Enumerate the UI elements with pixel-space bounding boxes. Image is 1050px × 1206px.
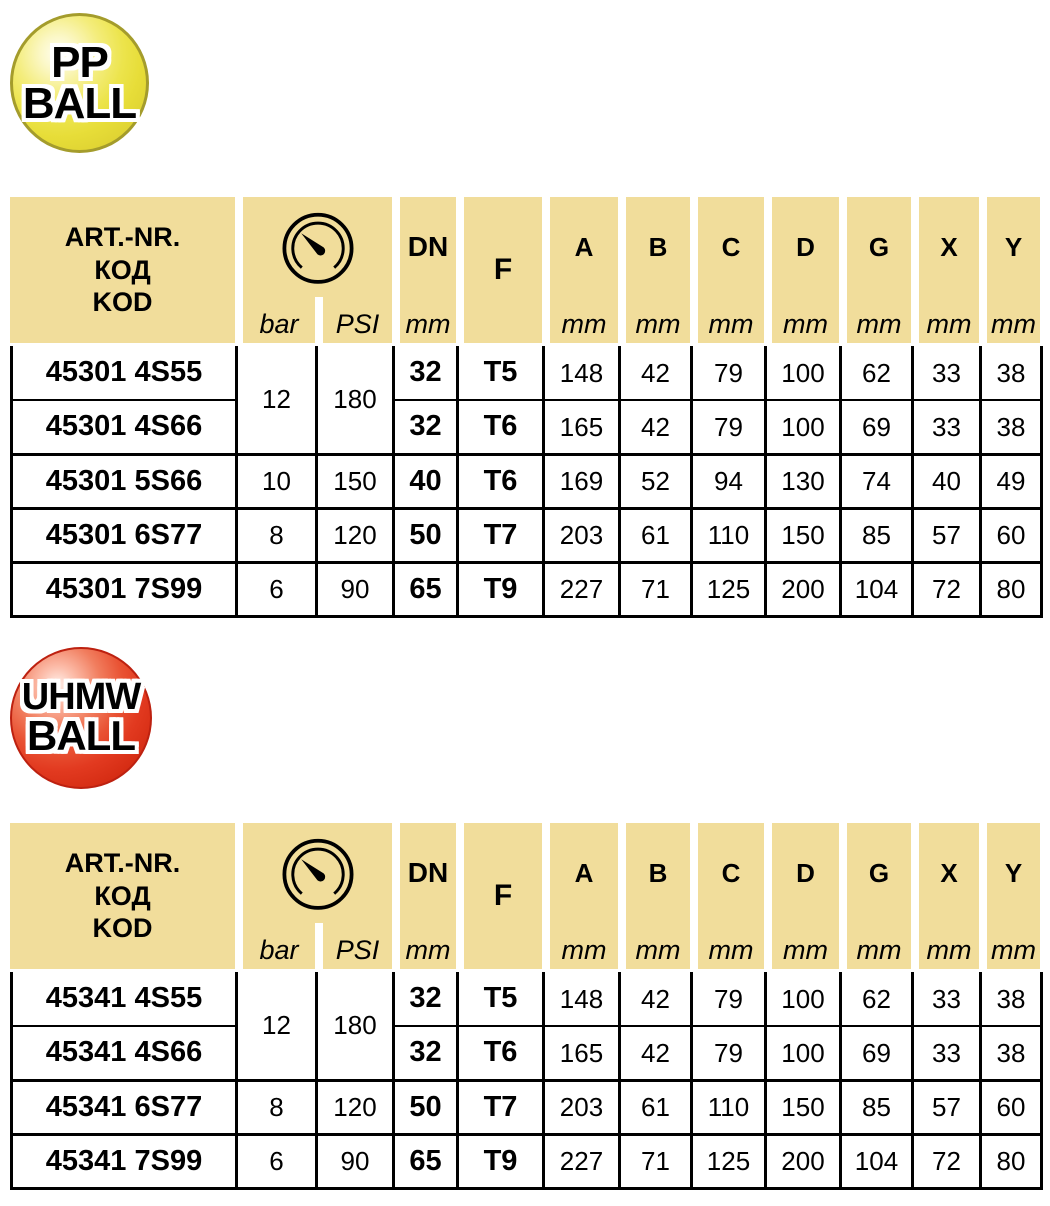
cell-y: 80 bbox=[981, 562, 1042, 616]
cell-f: T5 bbox=[458, 346, 544, 400]
cell-b: 71 bbox=[620, 1134, 692, 1188]
pp-ball-spec-table bbox=[10, 197, 1040, 618]
cell-f: T6 bbox=[458, 400, 544, 454]
cell-f: T6 bbox=[458, 454, 544, 508]
cell-a: 227 bbox=[544, 1134, 620, 1188]
table-row bbox=[12, 508, 1042, 562]
cell-b: 52 bbox=[620, 454, 692, 508]
cell-f: T5 bbox=[458, 972, 544, 1026]
pressure-gauge-icon bbox=[276, 208, 360, 292]
cell-x: 33 bbox=[913, 400, 981, 454]
cell-a: 227 bbox=[544, 562, 620, 616]
cell-g: 69 bbox=[841, 400, 913, 454]
cell-g: 85 bbox=[841, 508, 913, 562]
header-dim-g: G bbox=[839, 823, 911, 923]
header-art-line3: KOD bbox=[92, 913, 153, 944]
cell-bar: 6 bbox=[237, 1134, 317, 1188]
cell-x: 40 bbox=[913, 454, 981, 508]
cell-b: 42 bbox=[620, 346, 692, 400]
cell-dn: 65 bbox=[394, 562, 458, 616]
header-art-line2: КОД bbox=[94, 254, 151, 285]
uhmw-ball-spec-table bbox=[10, 823, 1040, 1190]
header-art-line2: КОД bbox=[94, 880, 151, 911]
cell-f: T6 bbox=[458, 1026, 544, 1080]
cell-bar: 10 bbox=[237, 454, 317, 508]
cell-psi: 90 bbox=[317, 562, 394, 616]
header-dn: DN bbox=[392, 823, 456, 923]
cell-psi: 180 bbox=[317, 346, 394, 454]
cell-dn: 40 bbox=[394, 454, 458, 508]
header-d-unit: mm bbox=[764, 297, 839, 343]
cell-psi: 120 bbox=[317, 1080, 394, 1134]
table-row bbox=[12, 1080, 1042, 1134]
header-psi-unit: PSI bbox=[315, 923, 392, 969]
cell-dn: 32 bbox=[394, 1026, 458, 1080]
cell-a: 165 bbox=[544, 400, 620, 454]
pp-ball-badge bbox=[10, 13, 149, 153]
cell-y: 49 bbox=[981, 454, 1042, 508]
cell-c: 94 bbox=[692, 454, 766, 508]
cell-y: 38 bbox=[981, 400, 1042, 454]
cell-d: 100 bbox=[766, 346, 841, 400]
table-row bbox=[12, 972, 1042, 1026]
pp-ball-line1: PP bbox=[51, 37, 108, 87]
header-dim-x: X bbox=[911, 823, 979, 923]
cell-bar: 12 bbox=[237, 972, 317, 1080]
cell-f: T7 bbox=[458, 1080, 544, 1134]
cell-b: 61 bbox=[620, 508, 692, 562]
cell-d: 100 bbox=[766, 1026, 841, 1080]
uhmw-ball-line1: UHMW bbox=[21, 676, 141, 719]
header-dim-d: D bbox=[764, 823, 839, 923]
header-dim-g: G bbox=[839, 197, 911, 297]
cell-f: T9 bbox=[458, 1134, 544, 1188]
cell-b: 71 bbox=[620, 562, 692, 616]
cell-g: 85 bbox=[841, 1080, 913, 1134]
header-art-line1: ART.-NR. bbox=[64, 221, 181, 252]
header-bar-unit: bar bbox=[235, 297, 315, 343]
cell-c: 125 bbox=[692, 562, 766, 616]
header-dn: DN bbox=[392, 197, 456, 297]
cell-psi: 150 bbox=[317, 454, 394, 508]
header-a-unit: mm bbox=[542, 297, 618, 343]
header-a-unit: mm bbox=[542, 923, 618, 969]
header-bar-unit: bar bbox=[235, 923, 315, 969]
header-d-unit: mm bbox=[764, 923, 839, 969]
cell-d: 100 bbox=[766, 972, 841, 1026]
spec-table-body bbox=[10, 972, 1043, 1190]
cell-g: 104 bbox=[841, 562, 913, 616]
cell-d: 100 bbox=[766, 400, 841, 454]
cell-art-nr: 45301 4S55 bbox=[12, 346, 237, 400]
header-f: F bbox=[456, 197, 542, 343]
header-art-line1: ART.-NR. bbox=[64, 847, 181, 878]
cell-c: 79 bbox=[692, 972, 766, 1026]
header-y-unit: mm bbox=[979, 297, 1040, 343]
cell-x: 57 bbox=[913, 1080, 981, 1134]
header-g-unit: mm bbox=[839, 923, 911, 969]
cell-dn: 50 bbox=[394, 1080, 458, 1134]
cell-x: 57 bbox=[913, 508, 981, 562]
cell-dn: 32 bbox=[394, 972, 458, 1026]
uhmw-ball-label bbox=[21, 676, 141, 760]
cell-a: 148 bbox=[544, 346, 620, 400]
cell-a: 148 bbox=[544, 972, 620, 1026]
cell-art-nr: 45301 4S66 bbox=[12, 400, 237, 454]
cell-bar: 6 bbox=[237, 562, 317, 616]
cell-d: 150 bbox=[766, 1080, 841, 1134]
cell-x: 33 bbox=[913, 972, 981, 1026]
cell-y: 60 bbox=[981, 508, 1042, 562]
header-dim-c: C bbox=[690, 823, 764, 923]
cell-dn: 65 bbox=[394, 1134, 458, 1188]
header-dim-y: Y bbox=[979, 823, 1040, 923]
cell-x: 72 bbox=[913, 1134, 981, 1188]
cell-c: 110 bbox=[692, 508, 766, 562]
header-psi-unit: PSI bbox=[315, 297, 392, 343]
cell-b: 61 bbox=[620, 1080, 692, 1134]
cell-dn: 32 bbox=[394, 400, 458, 454]
header-dim-d: D bbox=[764, 197, 839, 297]
cell-c: 125 bbox=[692, 1134, 766, 1188]
header-y-unit: mm bbox=[979, 923, 1040, 969]
cell-d: 200 bbox=[766, 1134, 841, 1188]
header-pressure bbox=[235, 197, 392, 297]
cell-psi: 180 bbox=[317, 972, 394, 1080]
cell-y: 38 bbox=[981, 972, 1042, 1026]
header-dim-b: B bbox=[618, 823, 690, 923]
header-dim-c: C bbox=[690, 197, 764, 297]
header-art-line3: KOD bbox=[92, 287, 153, 318]
cell-bar: 8 bbox=[237, 1080, 317, 1134]
header-dn-unit: mm bbox=[392, 923, 456, 969]
cell-a: 165 bbox=[544, 1026, 620, 1080]
cell-d: 150 bbox=[766, 508, 841, 562]
header-c-unit: mm bbox=[690, 923, 764, 969]
cell-c: 79 bbox=[692, 400, 766, 454]
header-b-unit: mm bbox=[618, 923, 690, 969]
cell-b: 42 bbox=[620, 400, 692, 454]
cell-c: 79 bbox=[692, 346, 766, 400]
cell-art-nr: 45301 5S66 bbox=[12, 454, 237, 508]
cell-b: 42 bbox=[620, 1026, 692, 1080]
table-row bbox=[12, 346, 1042, 400]
cell-b: 42 bbox=[620, 972, 692, 1026]
cell-g: 62 bbox=[841, 972, 913, 1026]
cell-y: 60 bbox=[981, 1080, 1042, 1134]
header-b-unit: mm bbox=[618, 297, 690, 343]
header-g-unit: mm bbox=[839, 297, 911, 343]
cell-bar: 8 bbox=[237, 508, 317, 562]
header-dim-y: Y bbox=[979, 197, 1040, 297]
table-row bbox=[12, 562, 1042, 616]
spec-table-body bbox=[10, 346, 1043, 618]
table-row bbox=[12, 454, 1042, 508]
cell-y: 38 bbox=[981, 346, 1042, 400]
cell-dn: 50 bbox=[394, 508, 458, 562]
table-row bbox=[12, 1026, 1042, 1080]
cell-art-nr: 45341 4S55 bbox=[12, 972, 237, 1026]
pp-ball-line2: BALL bbox=[22, 79, 137, 128]
cell-g: 104 bbox=[841, 1134, 913, 1188]
table-row bbox=[12, 400, 1042, 454]
cell-d: 130 bbox=[766, 454, 841, 508]
spec-table-header bbox=[10, 197, 1040, 343]
cell-a: 203 bbox=[544, 1080, 620, 1134]
cell-art-nr: 45341 6S77 bbox=[12, 1080, 237, 1134]
cell-g: 62 bbox=[841, 346, 913, 400]
header-dim-x: X bbox=[911, 197, 979, 297]
cell-bar: 12 bbox=[237, 346, 317, 454]
header-dim-b: B bbox=[618, 197, 690, 297]
cell-art-nr: 45301 7S99 bbox=[12, 562, 237, 616]
cell-x: 72 bbox=[913, 562, 981, 616]
uhmw-ball-badge bbox=[10, 647, 152, 789]
header-dim-a: A bbox=[542, 823, 618, 923]
header-x-unit: mm bbox=[911, 923, 979, 969]
header-art-nr bbox=[10, 197, 235, 343]
pressure-gauge-icon bbox=[276, 834, 360, 918]
cell-g: 69 bbox=[841, 1026, 913, 1080]
cell-f: T7 bbox=[458, 508, 544, 562]
cell-art-nr: 45341 7S99 bbox=[12, 1134, 237, 1188]
cell-f: T9 bbox=[458, 562, 544, 616]
cell-c: 110 bbox=[692, 1080, 766, 1134]
cell-c: 79 bbox=[692, 1026, 766, 1080]
cell-x: 33 bbox=[913, 346, 981, 400]
cell-dn: 32 bbox=[394, 346, 458, 400]
cell-y: 80 bbox=[981, 1134, 1042, 1188]
cell-g: 74 bbox=[841, 454, 913, 508]
uhmw-ball-line2: BALL bbox=[27, 712, 135, 760]
header-pressure bbox=[235, 823, 392, 923]
pp-ball-label bbox=[22, 37, 137, 128]
cell-a: 203 bbox=[544, 508, 620, 562]
cell-art-nr: 45301 6S77 bbox=[12, 508, 237, 562]
cell-a: 169 bbox=[544, 454, 620, 508]
header-dn-unit: mm bbox=[392, 297, 456, 343]
cell-x: 33 bbox=[913, 1026, 981, 1080]
spec-table-header bbox=[10, 823, 1040, 969]
header-dim-a: A bbox=[542, 197, 618, 297]
cell-psi: 90 bbox=[317, 1134, 394, 1188]
header-c-unit: mm bbox=[690, 297, 764, 343]
table-row bbox=[12, 1134, 1042, 1188]
cell-d: 200 bbox=[766, 562, 841, 616]
cell-psi: 120 bbox=[317, 508, 394, 562]
cell-y: 38 bbox=[981, 1026, 1042, 1080]
header-x-unit: mm bbox=[911, 297, 979, 343]
header-art-nr bbox=[10, 823, 235, 969]
header-f: F bbox=[456, 823, 542, 969]
cell-art-nr: 45341 4S66 bbox=[12, 1026, 237, 1080]
